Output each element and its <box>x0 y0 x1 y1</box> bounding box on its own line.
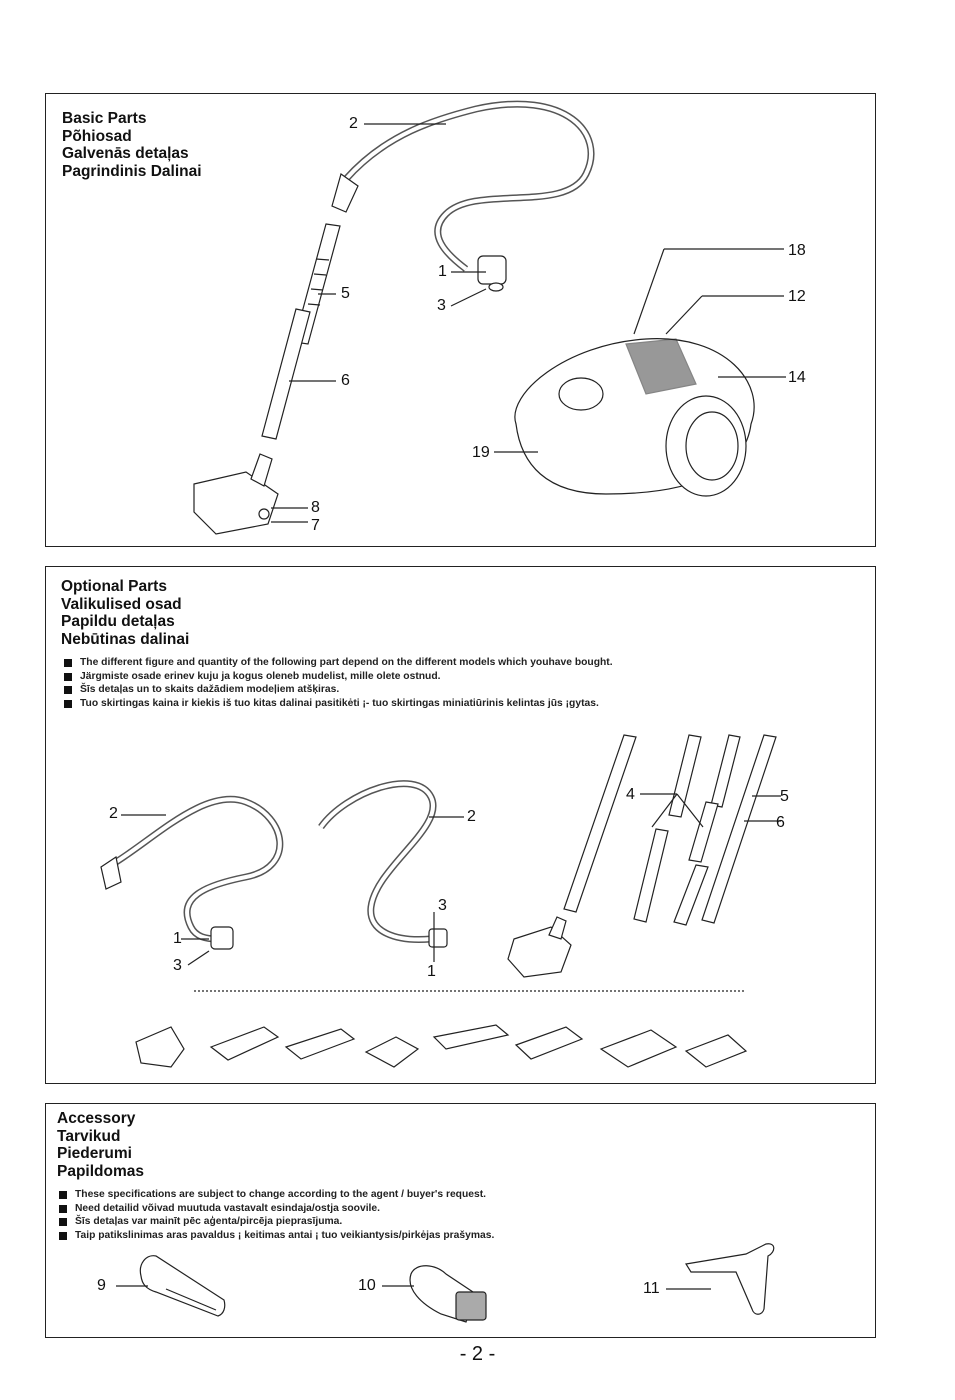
callout-19: 19 <box>472 444 490 461</box>
callout-10: 10 <box>358 1277 376 1294</box>
callout-2-a: 2 <box>109 805 118 822</box>
callout-4: 4 <box>626 786 635 803</box>
hose-b-drawing <box>321 784 433 940</box>
title-en: Accessory <box>57 1110 136 1127</box>
lower-tube-drawing <box>262 309 310 439</box>
crevice-tool-drawing <box>140 1256 224 1316</box>
callout-6: 6 <box>776 814 785 831</box>
optional-parts-illustration <box>46 567 875 1083</box>
callout-5: 5 <box>780 788 789 805</box>
page-number: - 2 - <box>459 1343 496 1365</box>
callout-1-a: 1 <box>173 930 182 947</box>
callout-2-b: 2 <box>467 808 476 825</box>
title-et: Valikulised osad <box>61 595 182 613</box>
note-item: Šīs detaļas var mainīt pēc aģenta/pircēja pieprasījuma. <box>57 1215 494 1229</box>
hose-handle-drawing <box>332 174 358 212</box>
tube-assembly-drawing <box>564 735 636 912</box>
title-en: Basic Parts <box>62 110 147 127</box>
upholstery-tool-drawing <box>686 1244 774 1315</box>
note-item: These specifications are subject to change according to the agent / buyer's request. <box>57 1188 494 1202</box>
callout-18: 18 <box>788 242 806 259</box>
callout-3-b: 3 <box>438 897 447 914</box>
nozzle-row-drawing <box>136 1025 746 1067</box>
title-lt: Pagrindinis Dalinai <box>62 162 202 180</box>
title-lt: Nebūtinas dalinai <box>61 630 190 648</box>
basic-parts-panel <box>45 93 876 547</box>
hose-connector-drawing <box>478 256 506 284</box>
callout-2: 2 <box>349 115 358 132</box>
hose-a-drawing <box>116 799 280 939</box>
callout-3-a: 3 <box>173 957 182 974</box>
note-item: Šīs detaļas un to skaits dažādiem modeļiem atšķiras. <box>62 683 613 697</box>
title-en: Optional Parts <box>61 578 167 595</box>
callout-11: 11 <box>643 1280 660 1297</box>
title-lt: Papildomas <box>57 1162 144 1180</box>
note-item: Tuo skirtingas kaina ir kiekis iš tuo kitas dalinai pasitikėti ¡- tuo skirtingas miniatiūrinis kelintas jūs ¡gytas. <box>62 697 613 711</box>
callout-8: 8 <box>311 499 320 516</box>
title-lv: Piederumi <box>57 1145 132 1162</box>
note-item: Järgmiste osade erinev kuju ja kogus oleneb mudelist, mille olete ostnud. <box>62 670 613 684</box>
title-et: Tarvikud <box>57 1127 121 1145</box>
accessory-illustration <box>46 1104 875 1337</box>
title-lv: Papildu detaļas <box>61 613 175 630</box>
note-item: The different figure and quantity of the following part depend on the different models which youhave bought. <box>62 656 613 670</box>
callout-7: 7 <box>311 517 320 534</box>
accessory-panel <box>45 1103 876 1338</box>
callout-1: 1 <box>438 263 447 280</box>
callout-9: 9 <box>97 1277 106 1294</box>
callout-5: 5 <box>341 285 350 302</box>
callout-14: 14 <box>788 369 806 386</box>
callout-3: 3 <box>437 297 446 314</box>
title-lv: Galvenās detaļas <box>62 145 189 162</box>
callout-1-b: 1 <box>427 963 436 980</box>
title-et: Põhiosad <box>62 127 132 145</box>
optional-parts-panel <box>45 566 876 1084</box>
hose-drawing <box>346 104 591 269</box>
basic-parts-illustration <box>46 94 875 546</box>
note-item: Taip patikslinimas aras pavaldus ¡ keitimas antai ¡ tuo veikiantysis/pirkėjas prašymas. <box>57 1229 494 1243</box>
telescopic-tube-drawing <box>702 735 776 923</box>
callout-12: 12 <box>788 288 806 305</box>
note-item: Need detailid võivad muutuda vastavalt esindaja/ostja soovile. <box>57 1202 494 1216</box>
callout-6: 6 <box>341 372 350 389</box>
